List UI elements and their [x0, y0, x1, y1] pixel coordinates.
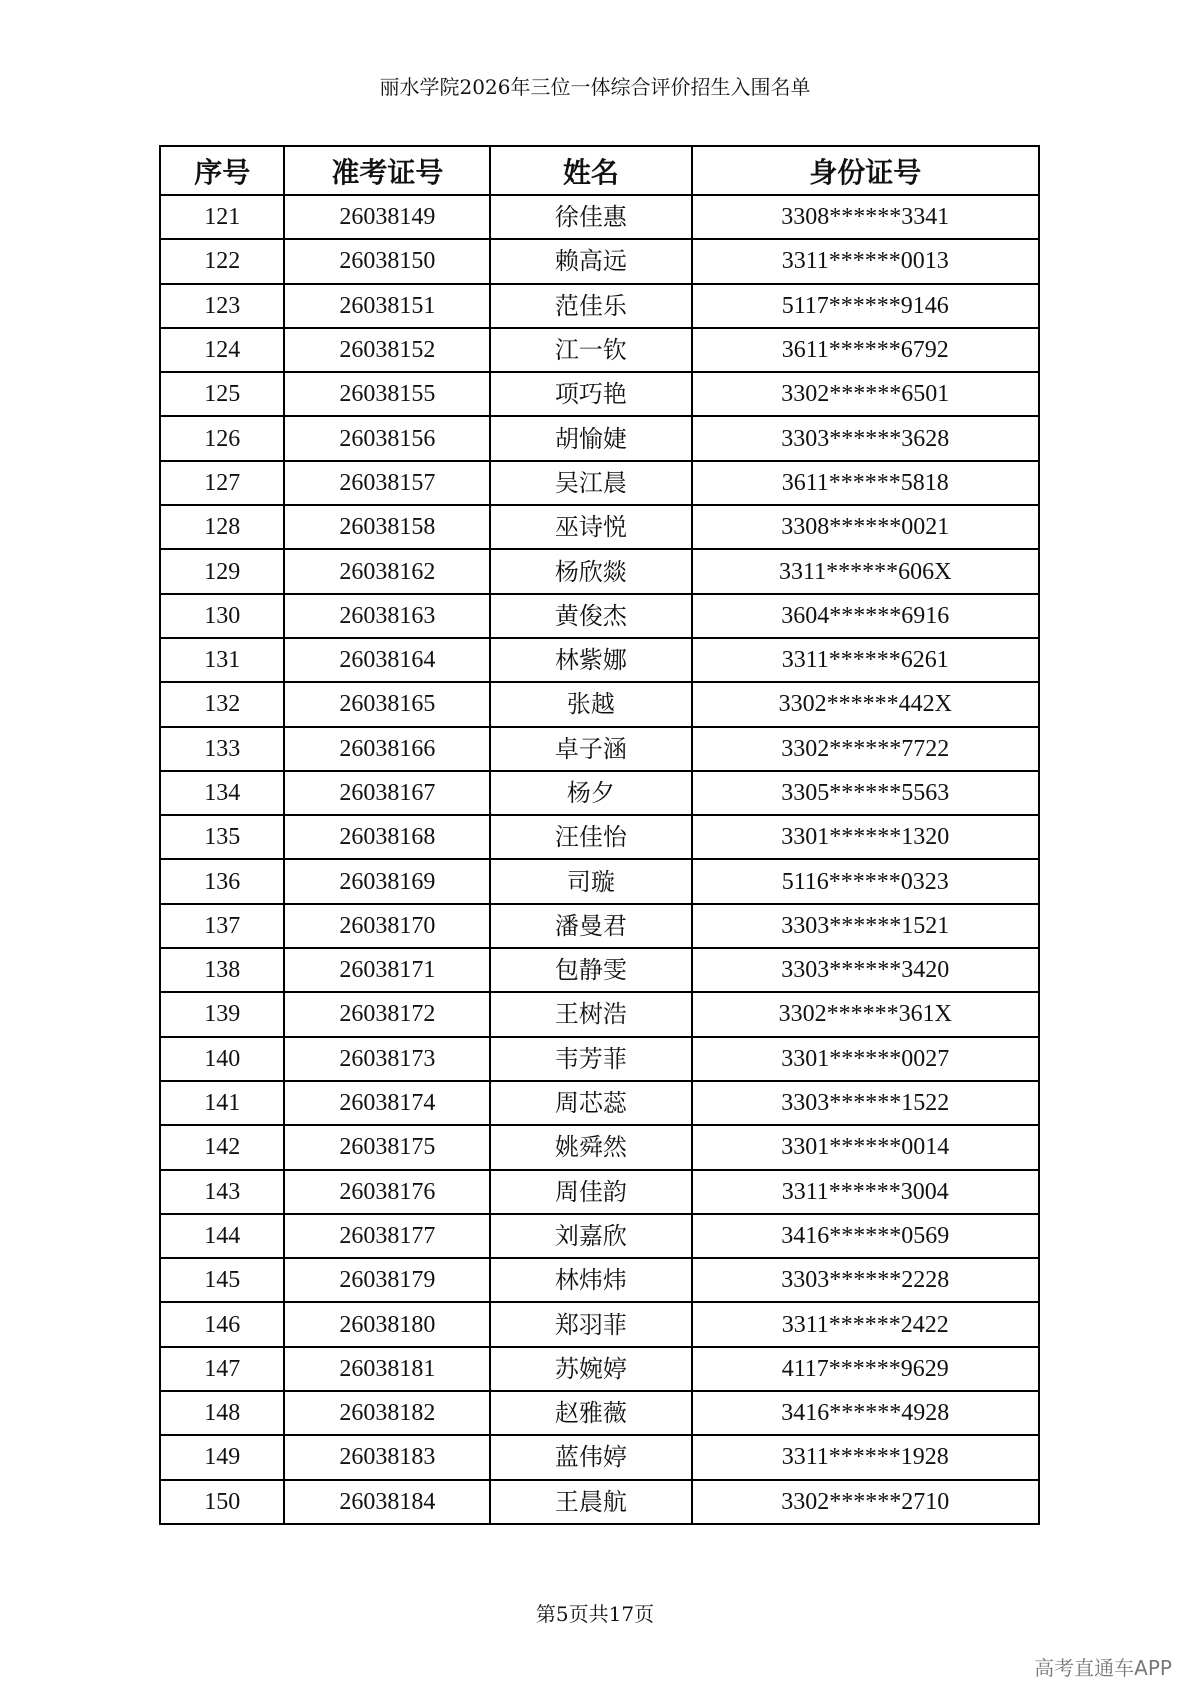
cell-seq: 147	[160, 1347, 284, 1391]
cell-exam-number: 26038168	[284, 815, 490, 859]
cell-name: 苏婉婷	[490, 1347, 691, 1391]
roster-table	[159, 145, 1040, 1525]
cell-seq: 135	[160, 815, 284, 859]
table-row	[160, 904, 1039, 948]
cell-exam-number: 26038183	[284, 1435, 490, 1479]
cell-name: 范佳乐	[490, 284, 691, 328]
table-row	[160, 1170, 1039, 1214]
table-row	[160, 859, 1039, 903]
cell-name: 徐佳惠	[490, 195, 691, 239]
cell-name: 张越	[490, 682, 691, 726]
table-row	[160, 1480, 1039, 1524]
table-row	[160, 1347, 1039, 1391]
cell-exam-number: 26038150	[284, 239, 490, 283]
cell-id-number: 3302******7722	[692, 727, 1040, 771]
cell-id-number: 3305******5563	[692, 771, 1040, 815]
cell-exam-number: 26038162	[284, 549, 490, 593]
cell-id-number: 3311******2422	[692, 1302, 1040, 1346]
table-row	[160, 1258, 1039, 1302]
cell-exam-number: 26038155	[284, 372, 490, 416]
cell-seq: 140	[160, 1037, 284, 1081]
document-title: 丽水学院2026年三位一体综合评价招生入围名单	[379, 75, 811, 99]
cell-name: 包静雯	[490, 948, 691, 992]
cell-id-number: 3303******1521	[692, 904, 1040, 948]
cell-seq: 130	[160, 594, 284, 638]
header-seq: 序号	[160, 146, 284, 195]
cell-name: 吴江晨	[490, 461, 691, 505]
cell-id-number: 3302******6501	[692, 372, 1040, 416]
cell-seq: 143	[160, 1170, 284, 1214]
table-row	[160, 1435, 1039, 1479]
cell-seq: 126	[160, 416, 284, 460]
cell-exam-number: 26038166	[284, 727, 490, 771]
cell-id-number: 3302******2710	[692, 1480, 1040, 1524]
cell-exam-number: 26038152	[284, 328, 490, 372]
cell-seq: 128	[160, 505, 284, 549]
cell-id-number: 3301******1320	[692, 815, 1040, 859]
cell-id-number: 3311******3004	[692, 1170, 1040, 1214]
table-row	[160, 1214, 1039, 1258]
cell-id-number: 3311******606X	[692, 549, 1040, 593]
table-row	[160, 195, 1039, 239]
cell-seq: 125	[160, 372, 284, 416]
table-row	[160, 549, 1039, 593]
cell-name: 刘嘉欣	[490, 1214, 691, 1258]
table-header	[160, 146, 1039, 195]
cell-id-number: 3311******1928	[692, 1435, 1040, 1479]
cell-name: 周芯蕊	[490, 1081, 691, 1125]
cell-name: 林紫娜	[490, 638, 691, 682]
cell-exam-number: 26038165	[284, 682, 490, 726]
cell-seq: 131	[160, 638, 284, 682]
cell-id-number: 3302******361X	[692, 992, 1040, 1036]
cell-id-number: 3416******0569	[692, 1214, 1040, 1258]
cell-seq: 144	[160, 1214, 284, 1258]
cell-name: 黄俊杰	[490, 594, 691, 638]
table-row	[160, 416, 1039, 460]
cell-exam-number: 26038179	[284, 1258, 490, 1302]
cell-id-number: 3302******442X	[692, 682, 1040, 726]
cell-seq: 139	[160, 992, 284, 1036]
cell-seq: 137	[160, 904, 284, 948]
header-name: 姓名	[490, 146, 691, 195]
header-id-number: 身份证号	[692, 146, 1040, 195]
cell-name: 王晨航	[490, 1480, 691, 1524]
table-row	[160, 505, 1039, 549]
table-row	[160, 328, 1039, 372]
table-row	[160, 638, 1039, 682]
cell-seq: 123	[160, 284, 284, 328]
cell-id-number: 5117******9146	[692, 284, 1040, 328]
cell-seq: 127	[160, 461, 284, 505]
cell-seq: 145	[160, 1258, 284, 1302]
cell-exam-number: 26038182	[284, 1391, 490, 1435]
cell-exam-number: 26038173	[284, 1037, 490, 1081]
cell-name: 卓子涵	[490, 727, 691, 771]
table-row	[160, 594, 1039, 638]
cell-id-number: 3301******0014	[692, 1125, 1040, 1169]
cell-seq: 150	[160, 1480, 284, 1524]
cell-exam-number: 26038174	[284, 1081, 490, 1125]
table-row	[160, 992, 1039, 1036]
table-row	[160, 372, 1039, 416]
cell-id-number: 3303******1522	[692, 1081, 1040, 1125]
table-row	[160, 948, 1039, 992]
table-row	[160, 815, 1039, 859]
cell-seq: 129	[160, 549, 284, 593]
cell-seq: 141	[160, 1081, 284, 1125]
cell-name: 潘曼君	[490, 904, 691, 948]
cell-id-number: 3308******3341	[692, 195, 1040, 239]
cell-id-number: 5116******0323	[692, 859, 1040, 903]
cell-name: 杨夕	[490, 771, 691, 815]
cell-name: 江一钦	[490, 328, 691, 372]
watermark-text: 高考直通车APP	[1034, 1656, 1172, 1680]
cell-name: 郑羽菲	[490, 1302, 691, 1346]
table-row	[160, 1125, 1039, 1169]
table-row	[160, 1302, 1039, 1346]
cell-exam-number: 26038180	[284, 1302, 490, 1346]
cell-seq: 148	[160, 1391, 284, 1435]
cell-seq: 132	[160, 682, 284, 726]
table-row	[160, 727, 1039, 771]
cell-id-number: 3311******6261	[692, 638, 1040, 682]
cell-name: 汪佳怡	[490, 815, 691, 859]
cell-id-number: 3308******0021	[692, 505, 1040, 549]
header-row	[160, 146, 1039, 195]
cell-id-number: 3604******6916	[692, 594, 1040, 638]
cell-exam-number: 26038177	[284, 1214, 490, 1258]
cell-exam-number: 26038163	[284, 594, 490, 638]
cell-exam-number: 26038170	[284, 904, 490, 948]
table-row	[160, 284, 1039, 328]
cell-seq: 121	[160, 195, 284, 239]
cell-seq: 146	[160, 1302, 284, 1346]
cell-name: 周佳韵	[490, 1170, 691, 1214]
cell-id-number: 3301******0027	[692, 1037, 1040, 1081]
cell-seq: 134	[160, 771, 284, 815]
cell-name: 胡愉婕	[490, 416, 691, 460]
cell-exam-number: 26038171	[284, 948, 490, 992]
table-row	[160, 1037, 1039, 1081]
cell-id-number: 3611******6792	[692, 328, 1040, 372]
cell-exam-number: 26038175	[284, 1125, 490, 1169]
table-row	[160, 239, 1039, 283]
cell-exam-number: 26038158	[284, 505, 490, 549]
cell-exam-number: 26038151	[284, 284, 490, 328]
cell-exam-number: 26038157	[284, 461, 490, 505]
cell-seq: 122	[160, 239, 284, 283]
cell-exam-number: 26038149	[284, 195, 490, 239]
cell-id-number: 3416******4928	[692, 1391, 1040, 1435]
cell-name: 王树浩	[490, 992, 691, 1036]
cell-seq: 124	[160, 328, 284, 372]
cell-seq: 149	[160, 1435, 284, 1479]
table-row	[160, 1081, 1039, 1125]
cell-name: 司璇	[490, 859, 691, 903]
cell-name: 蓝伟婷	[490, 1435, 691, 1479]
cell-name: 项巧艳	[490, 372, 691, 416]
cell-seq: 138	[160, 948, 284, 992]
cell-exam-number: 26038156	[284, 416, 490, 460]
table-row	[160, 461, 1039, 505]
header-exam-number: 准考证号	[284, 146, 490, 195]
cell-seq: 142	[160, 1125, 284, 1169]
cell-id-number: 3303******2228	[692, 1258, 1040, 1302]
cell-exam-number: 26038172	[284, 992, 490, 1036]
cell-id-number: 4117******9629	[692, 1347, 1040, 1391]
cell-name: 赖高远	[490, 239, 691, 283]
cell-exam-number: 26038167	[284, 771, 490, 815]
table-row	[160, 682, 1039, 726]
cell-name: 赵雅薇	[490, 1391, 691, 1435]
cell-seq: 136	[160, 859, 284, 903]
table-row	[160, 1391, 1039, 1435]
page-number: 第5页共17页	[535, 1602, 655, 1626]
table-row	[160, 771, 1039, 815]
cell-seq: 133	[160, 727, 284, 771]
cell-exam-number: 26038181	[284, 1347, 490, 1391]
cell-name: 杨欣燚	[490, 549, 691, 593]
cell-name: 巫诗悦	[490, 505, 691, 549]
cell-id-number: 3303******3628	[692, 416, 1040, 460]
cell-name: 林炜炜	[490, 1258, 691, 1302]
cell-exam-number: 26038169	[284, 859, 490, 903]
table-body	[160, 195, 1039, 1524]
cell-exam-number: 26038184	[284, 1480, 490, 1524]
cell-id-number: 3611******5818	[692, 461, 1040, 505]
cell-exam-number: 26038176	[284, 1170, 490, 1214]
cell-exam-number: 26038164	[284, 638, 490, 682]
cell-id-number: 3311******0013	[692, 239, 1040, 283]
cell-id-number: 3303******3420	[692, 948, 1040, 992]
cell-name: 韦芳菲	[490, 1037, 691, 1081]
cell-name: 姚舜然	[490, 1125, 691, 1169]
